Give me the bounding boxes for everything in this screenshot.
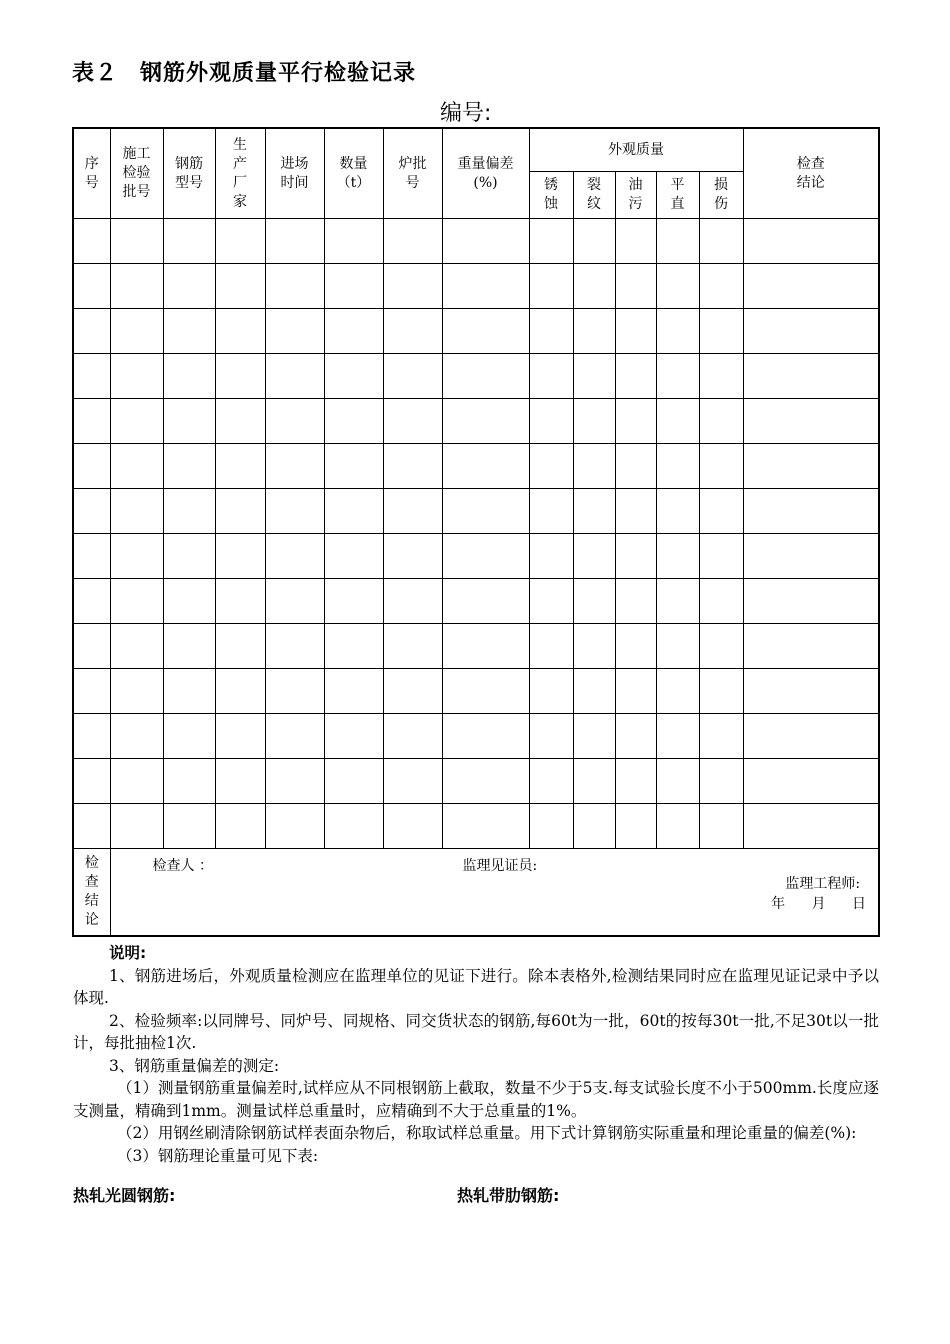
- table-cell[interactable]: [215, 399, 265, 444]
- table-cell[interactable]: [656, 219, 699, 264]
- table-cell[interactable]: [383, 309, 442, 354]
- header-damage: 损 伤: [699, 172, 743, 219]
- table-cell[interactable]: [324, 714, 383, 759]
- table-number: 表２: [72, 61, 119, 86]
- table-cell[interactable]: [163, 264, 215, 309]
- table-cell[interactable]: [442, 444, 529, 489]
- table-cell[interactable]: [110, 219, 163, 264]
- header-heat: 炉批 号: [383, 128, 442, 219]
- table-cell[interactable]: [615, 624, 656, 669]
- table-cell[interactable]: [656, 579, 699, 624]
- table-cell[interactable]: [163, 534, 215, 579]
- table-cell[interactable]: [656, 444, 699, 489]
- table-row: [73, 489, 879, 534]
- header-appearance: 外观质量: [529, 128, 743, 172]
- witness-label: 监理见证员:: [462, 858, 538, 874]
- table-cell[interactable]: [73, 714, 110, 759]
- header-row-1: [73, 128, 879, 172]
- table-cell[interactable]: [215, 219, 265, 264]
- table-cell[interactable]: [442, 489, 529, 534]
- table-cell[interactable]: [265, 264, 324, 309]
- table-cell[interactable]: [743, 714, 879, 759]
- table-cell[interactable]: [324, 309, 383, 354]
- table-cell[interactable]: [573, 714, 615, 759]
- table-cell[interactable]: [529, 444, 573, 489]
- table-cell[interactable]: [615, 489, 656, 534]
- header-crack: 裂 纹: [573, 172, 615, 219]
- table-row: [73, 579, 879, 624]
- table-cell[interactable]: [442, 534, 529, 579]
- table-row: [73, 624, 879, 669]
- table-cell[interactable]: [215, 489, 265, 534]
- table-cell[interactable]: [324, 489, 383, 534]
- table-cell[interactable]: [383, 399, 442, 444]
- table-cell[interactable]: [442, 804, 529, 849]
- table-cell[interactable]: [265, 804, 324, 849]
- table-cell[interactable]: [743, 444, 879, 489]
- table-cell[interactable]: [73, 219, 110, 264]
- table-cell[interactable]: [110, 579, 163, 624]
- table-cell[interactable]: [743, 669, 879, 714]
- table-cell[interactable]: [110, 489, 163, 534]
- table-cell[interactable]: [699, 624, 743, 669]
- table-cell[interactable]: [573, 309, 615, 354]
- table-cell[interactable]: [383, 534, 442, 579]
- table-cell[interactable]: [615, 354, 656, 399]
- table-cell[interactable]: [699, 534, 743, 579]
- table-cell[interactable]: [163, 804, 215, 849]
- table-row: [73, 804, 879, 849]
- header-quantity: 数量 （t）: [324, 128, 383, 219]
- table-cell[interactable]: [265, 219, 324, 264]
- table-cell[interactable]: [529, 804, 573, 849]
- table-cell[interactable]: [265, 534, 324, 579]
- table-cell[interactable]: [110, 534, 163, 579]
- table-cell[interactable]: [110, 714, 163, 759]
- table-cell[interactable]: [163, 579, 215, 624]
- table-cell[interactable]: [265, 399, 324, 444]
- table-cell[interactable]: [110, 444, 163, 489]
- date-label: 年 月 日: [771, 896, 867, 912]
- table-cell[interactable]: [442, 354, 529, 399]
- table-row: [73, 219, 879, 264]
- table-cell[interactable]: [73, 534, 110, 579]
- table-cell[interactable]: [163, 399, 215, 444]
- table-cell[interactable]: [743, 804, 879, 849]
- table-cell[interactable]: [265, 309, 324, 354]
- table-row: [73, 714, 879, 759]
- table-cell[interactable]: [442, 309, 529, 354]
- table-cell[interactable]: [383, 579, 442, 624]
- table-row: [73, 669, 879, 714]
- table-cell[interactable]: [163, 444, 215, 489]
- table-cell[interactable]: [265, 489, 324, 534]
- table-cell[interactable]: [383, 264, 442, 309]
- table-cell[interactable]: [383, 669, 442, 714]
- table-cell[interactable]: [529, 309, 573, 354]
- table-cell[interactable]: [215, 354, 265, 399]
- plain-bar-label: 热轧光圆钢筋:: [73, 1186, 176, 1205]
- table-cell[interactable]: [699, 219, 743, 264]
- table-cell[interactable]: [383, 804, 442, 849]
- table-name: 钢筋外观质量平行检验记录: [140, 61, 417, 86]
- table-cell[interactable]: [743, 534, 879, 579]
- table-cell[interactable]: [383, 759, 442, 804]
- notes-section: [73, 942, 879, 1167]
- header-oil: 油 污: [615, 172, 656, 219]
- table-cell[interactable]: [743, 579, 879, 624]
- table-cell[interactable]: [615, 399, 656, 444]
- table-cell[interactable]: [699, 354, 743, 399]
- table-cell[interactable]: [743, 624, 879, 669]
- table-cell[interactable]: [656, 759, 699, 804]
- table-cell[interactable]: [529, 219, 573, 264]
- table-cell[interactable]: [529, 579, 573, 624]
- table-row: [73, 759, 879, 804]
- table-cell[interactable]: [265, 444, 324, 489]
- footer-label: 检 查 结 论: [73, 849, 110, 937]
- header-seq: 序 号: [73, 128, 110, 219]
- table-cell[interactable]: [73, 354, 110, 399]
- table-cell[interactable]: [324, 534, 383, 579]
- table-cell[interactable]: [383, 444, 442, 489]
- engineer-label: 监理工程师:: [785, 876, 861, 892]
- table-cell[interactable]: [573, 759, 615, 804]
- table-cell[interactable]: [573, 579, 615, 624]
- table-cell[interactable]: [73, 579, 110, 624]
- table-row: [73, 534, 879, 579]
- table-cell[interactable]: [265, 714, 324, 759]
- table-cell[interactable]: [743, 399, 879, 444]
- table-cell[interactable]: [529, 264, 573, 309]
- table-cell[interactable]: [215, 759, 265, 804]
- table-cell[interactable]: [699, 264, 743, 309]
- table-cell[interactable]: [529, 714, 573, 759]
- table-cell[interactable]: [383, 714, 442, 759]
- table-cell[interactable]: [573, 624, 615, 669]
- table-cell[interactable]: [529, 624, 573, 669]
- table-cell[interactable]: [383, 219, 442, 264]
- table-cell[interactable]: [573, 534, 615, 579]
- table-cell[interactable]: [324, 804, 383, 849]
- table-cell[interactable]: [73, 489, 110, 534]
- ribbed-bar-label: 热轧带肋钢筋:: [457, 1186, 560, 1205]
- table-cell[interactable]: [656, 534, 699, 579]
- table-cell[interactable]: [656, 624, 699, 669]
- table-cell[interactable]: [265, 669, 324, 714]
- table-cell[interactable]: [73, 399, 110, 444]
- table-cell[interactable]: [573, 804, 615, 849]
- table-cell[interactable]: [324, 669, 383, 714]
- table-cell[interactable]: [324, 624, 383, 669]
- table-cell[interactable]: [656, 669, 699, 714]
- table-cell[interactable]: [73, 264, 110, 309]
- table-cell[interactable]: [215, 579, 265, 624]
- table-cell[interactable]: [573, 489, 615, 534]
- table-cell[interactable]: [442, 399, 529, 444]
- table-cell[interactable]: [110, 759, 163, 804]
- table-cell[interactable]: [656, 399, 699, 444]
- table-cell[interactable]: [383, 489, 442, 534]
- note-1: 1、钢筋进场后，外观质量检测应在监理单位的见证下进行。除本表格外,检测结果同时应在监理见证记录中予以体现.: [73, 966, 879, 1007]
- table-cell[interactable]: [110, 624, 163, 669]
- table-cell[interactable]: [699, 489, 743, 534]
- table-cell[interactable]: [163, 624, 215, 669]
- table-cell[interactable]: [573, 399, 615, 444]
- table-cell[interactable]: [442, 759, 529, 804]
- table-cell[interactable]: [699, 579, 743, 624]
- table-cell[interactable]: [573, 669, 615, 714]
- table-cell[interactable]: [265, 579, 324, 624]
- table-cell[interactable]: [529, 759, 573, 804]
- table-cell[interactable]: [442, 714, 529, 759]
- table-cell[interactable]: [615, 804, 656, 849]
- table-cell[interactable]: [573, 444, 615, 489]
- table-row: [73, 264, 879, 309]
- note-3-1: （1）测量钢筋重量偏差时,试样应从不同根钢筋上截取，数量不少于5支.每支试验长度不小于500mm.长度应逐支测量，精确到1mm。测量试样总重量时，应精确到不大于总重量的1%。: [73, 1079, 879, 1120]
- header-conclusion: 检查 结论: [743, 128, 879, 219]
- table-cell[interactable]: [215, 804, 265, 849]
- table-cell[interactable]: [324, 264, 383, 309]
- table-cell[interactable]: [383, 624, 442, 669]
- table-cell[interactable]: [215, 309, 265, 354]
- table-cell[interactable]: [265, 354, 324, 399]
- header-weight-deviation: 重量偏差 (%): [442, 128, 529, 219]
- table-cell[interactable]: [615, 579, 656, 624]
- table-row: [73, 399, 879, 444]
- header-straight: 平 直: [656, 172, 699, 219]
- table-cell[interactable]: [265, 624, 324, 669]
- doc-number-label: 编号:: [440, 101, 492, 126]
- table-cell[interactable]: [656, 264, 699, 309]
- header-entry-time: 进场 时间: [265, 128, 324, 219]
- table-cell[interactable]: [110, 399, 163, 444]
- table-cell[interactable]: [324, 399, 383, 444]
- table-cell[interactable]: [215, 264, 265, 309]
- table-cell[interactable]: [615, 444, 656, 489]
- table-cell[interactable]: [743, 264, 879, 309]
- table-cell[interactable]: [163, 354, 215, 399]
- table-row: [73, 444, 879, 489]
- table-cell[interactable]: [529, 354, 573, 399]
- note-3: 3、钢筋重量偏差的测定:: [109, 1056, 280, 1075]
- table-cell[interactable]: [163, 669, 215, 714]
- notes-heading: 说明:: [109, 944, 147, 962]
- table-cell[interactable]: [442, 669, 529, 714]
- table-cell[interactable]: [615, 534, 656, 579]
- header-rust: 锈 蚀: [529, 172, 573, 219]
- table-cell[interactable]: [615, 309, 656, 354]
- table-cell[interactable]: [163, 489, 215, 534]
- note-3-3: （3）钢筋理论重量可见下表:: [117, 1146, 319, 1165]
- table-cell[interactable]: [110, 804, 163, 849]
- table-cell[interactable]: [110, 354, 163, 399]
- table-cell[interactable]: [383, 354, 442, 399]
- table-cell[interactable]: [73, 804, 110, 849]
- table-cell[interactable]: [615, 219, 656, 264]
- header-batch: 施工 检验 批号: [110, 128, 163, 219]
- table-cell[interactable]: [110, 264, 163, 309]
- table-cell[interactable]: [215, 714, 265, 759]
- table-cell[interactable]: [529, 489, 573, 534]
- table-cell[interactable]: [73, 624, 110, 669]
- table-cell[interactable]: [442, 264, 529, 309]
- table-cell[interactable]: [743, 309, 879, 354]
- table-cell[interactable]: [324, 354, 383, 399]
- table-cell[interactable]: [656, 714, 699, 759]
- table-cell[interactable]: [163, 759, 215, 804]
- table-row: [73, 354, 879, 399]
- table-cell[interactable]: [73, 759, 110, 804]
- table-cell[interactable]: [615, 669, 656, 714]
- table-cell[interactable]: [73, 669, 110, 714]
- table-cell[interactable]: [324, 759, 383, 804]
- table-cell[interactable]: [699, 399, 743, 444]
- table-cell[interactable]: [110, 309, 163, 354]
- table-cell[interactable]: [699, 714, 743, 759]
- table-cell[interactable]: [743, 489, 879, 534]
- table-cell[interactable]: [615, 714, 656, 759]
- table-cell[interactable]: [656, 804, 699, 849]
- table-cell[interactable]: [529, 669, 573, 714]
- table-cell[interactable]: [699, 444, 743, 489]
- table-cell[interactable]: [529, 534, 573, 579]
- table-cell[interactable]: [215, 444, 265, 489]
- note-2: 2、检验频率:以同牌号、同炉号、同规格、同交货状态的钢筋,每60t为一批，60t的按每30t一批,不足30t以一批计，每批抽检1次.: [73, 1011, 879, 1052]
- table-cell[interactable]: [743, 759, 879, 804]
- table-cell[interactable]: [442, 579, 529, 624]
- signature-row: [73, 849, 879, 937]
- header-maker: 生 产 厂 家: [215, 128, 265, 219]
- table-cell[interactable]: [656, 489, 699, 534]
- table-cell[interactable]: [699, 309, 743, 354]
- signature-area: [110, 849, 879, 937]
- table-cell[interactable]: [615, 759, 656, 804]
- table-cell[interactable]: [163, 714, 215, 759]
- table-cell[interactable]: [265, 759, 324, 804]
- table-cell[interactable]: [442, 219, 529, 264]
- table-cell[interactable]: [743, 354, 879, 399]
- table-cell[interactable]: [215, 624, 265, 669]
- table-cell[interactable]: [163, 309, 215, 354]
- table-cell[interactable]: [615, 264, 656, 309]
- table-cell[interactable]: [73, 444, 110, 489]
- table-cell[interactable]: [529, 399, 573, 444]
- table-cell[interactable]: [573, 264, 615, 309]
- table-row: [73, 309, 879, 354]
- note-3-2: （2）用钢丝刷清除钢筋试样表面杂物后，称取试样总重量。用下式计算钢筋实际重量和理论重量的偏差(%):: [117, 1124, 857, 1142]
- table-cell[interactable]: [324, 579, 383, 624]
- table-cell[interactable]: [743, 219, 879, 264]
- header-model: 钢筋 型号: [163, 128, 215, 219]
- table-cell[interactable]: [215, 534, 265, 579]
- table-cell[interactable]: [163, 219, 215, 264]
- table-cell[interactable]: [573, 354, 615, 399]
- table-cell[interactable]: [324, 219, 383, 264]
- inspector-label: 检查人 ：: [152, 858, 213, 874]
- table-cell[interactable]: [573, 219, 615, 264]
- table-cell[interactable]: [442, 624, 529, 669]
- inspection-table: [72, 127, 880, 937]
- table-cell[interactable]: [699, 804, 743, 849]
- table-cell[interactable]: [215, 669, 265, 714]
- document-title: [72, 56, 416, 87]
- table-cell[interactable]: [324, 444, 383, 489]
- table-cell[interactable]: [73, 309, 110, 354]
- table-cell[interactable]: [656, 354, 699, 399]
- table-cell[interactable]: [699, 669, 743, 714]
- table-cell[interactable]: [656, 309, 699, 354]
- table-cell[interactable]: [699, 759, 743, 804]
- table-cell[interactable]: [110, 669, 163, 714]
